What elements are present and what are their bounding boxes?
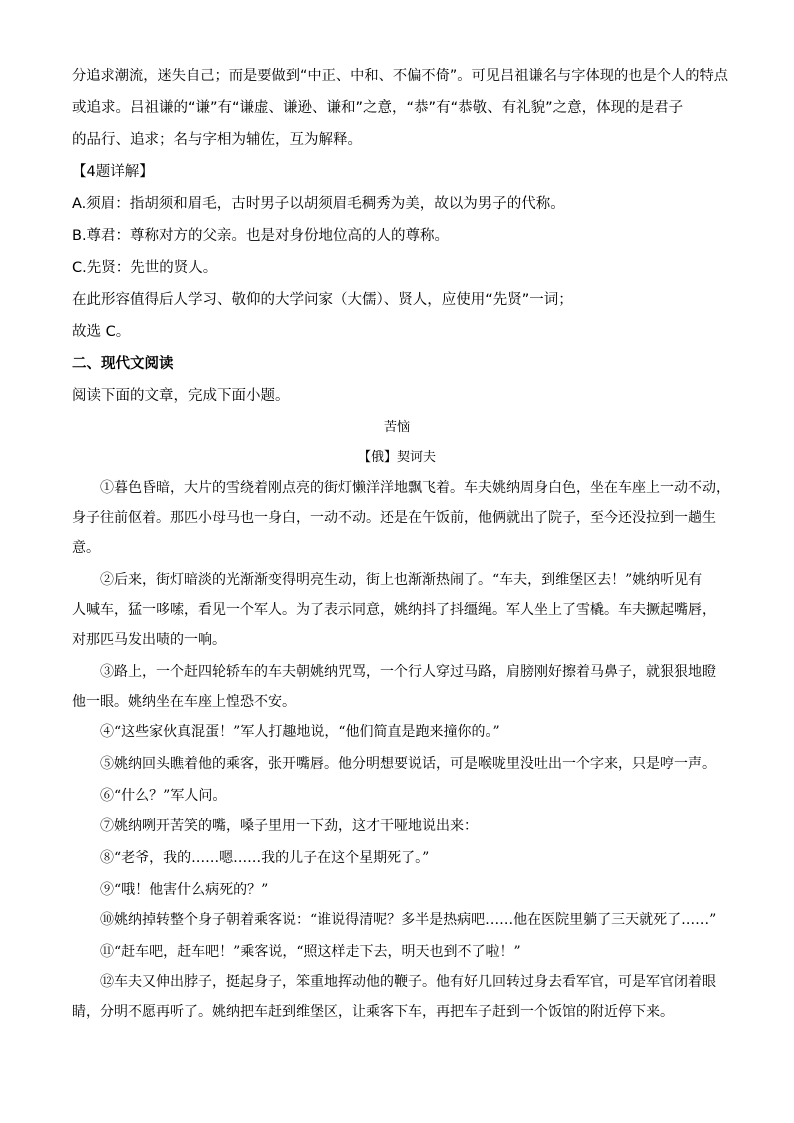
paragraph-5: ⑤姚纳回头瞧着他的乘客，张开嘴唇。他分明想要说话，可是喉咙里没吐出一个字来，只是哼一声。 (100, 756, 716, 772)
paragraph-8: ⑧“老爷，我的……嗯……我的儿子在这个星期死了。” (100, 850, 430, 866)
section-heading: 二、现代文阅读 (72, 356, 174, 372)
paragraph-1-line-1: ①暮色昏暗，大片的雪绕着刚点亮的街灯懒洋洋地飘飞着。车夫姚纳周身白色，坐在车座上一动不动， (100, 480, 730, 496)
paragraph-2-line-2: 人喊车，猛一哆嗦，看见一个军人。为了表示同意，姚纳抖了抖缰绳。军人坐上了雪橇。车夫撅起嘴唇， (72, 602, 716, 618)
paragraph-4: ④“这些家伙真混蛋！”军人打趣地说，“他们简直是跑来撞你的。” (100, 724, 500, 740)
section-instruction: 阅读下面的文章，完成下面小题。 (72, 388, 290, 404)
paragraph-2-line-1: ②后来，街灯暗淡的光渐渐变得明亮生动，街上也渐渐热闹了。“车夫，到维堡区去！”姚纳听见有 (100, 572, 703, 588)
q4-heading: 【4题详解】 (72, 164, 154, 180)
paragraph-11: ⑪“赶车吧，赶车吧！”乘客说，“照这样走下去，明天也到不了啦！” (100, 944, 521, 960)
continuation-line-3: 的品行、追求；名与字相为辅佐，互为解释。 (72, 132, 362, 148)
q4-explanation: 在此形容值得后人学习、敬仰的大学问家（大儒）、贤人，应使用“先贤”一词； (72, 292, 573, 308)
paragraph-10: ⑩姚纳掉转整个身子朝着乘客说：“谁说得清呢？多半是热病吧……他在医院里躺了三天就死了……” (100, 912, 717, 928)
q4-answer: 故选 C。 (72, 324, 131, 340)
paragraph-1-line-3: 意。 (72, 540, 100, 556)
paragraph-7: ⑦姚纳咧开苦笑的嘴，嗓子里用一下劲，这才干哑地说出来： (100, 818, 478, 834)
paragraph-1-line-2: 身子往前伛着。那匹小母马也一身白，一动不动。还是在午饭前，他俩就出了院子，至今还没拉到一趟生 (72, 510, 716, 526)
continuation-line-1: 分追求潮流，迷失自己；而是要做到“中正、中和、不偏不倚”。可见吕祖谦名与字体现的也是个人的特点 (72, 68, 729, 84)
story-title: 苦恼 (383, 420, 410, 435)
paragraph-6: ⑥“什么？”军人问。 (100, 788, 227, 804)
q4-option-c: C.先贤：先世的贤人。 (72, 260, 218, 276)
story-author: 【俄】契诃夫 (357, 450, 436, 465)
continuation-line-2: 或追求。吕祖谦的“谦”有“谦虚、谦逊、谦和”之意，“恭”有“恭敬、有礼貌”之意，体现的是君子 (72, 100, 684, 116)
paragraph-2-line-3: 对那匹马发出啧的一响。 (72, 632, 226, 648)
paragraph-12-line-1: ⑫车夫又伸出脖子，挺起身子，笨重地挥动他的鞭子。他有好几回转过身去看军官，可是军官闭着眼 (100, 974, 716, 990)
q4-option-a: A.须眉：指胡须和眉毛，古时男子以胡须眉毛稠秀为美，故以为男子的代称。 (72, 196, 565, 212)
paragraph-12-line-2: 睛，分明不愿再听了。姚纳把车赶到维堡区，让乘客下车，再把车子赶到一个饭馆的附近停下来。 (72, 1004, 674, 1020)
paragraph-3-line-1: ③路上，一个赶四轮轿车的车夫朝姚纳咒骂，一个行人穿过马路，肩膀刚好擦着马鼻子，就狠狠地瞪 (100, 664, 716, 680)
q4-option-b: B.尊君：尊称对方的父亲。也是对身份地位高的人的尊称。 (72, 228, 450, 244)
paragraph-9: ⑨“哦！他害什么病死的？” (100, 882, 269, 898)
paragraph-3-line-2: 他一眼。姚纳坐在车座上惶恐不安。 (72, 694, 296, 710)
